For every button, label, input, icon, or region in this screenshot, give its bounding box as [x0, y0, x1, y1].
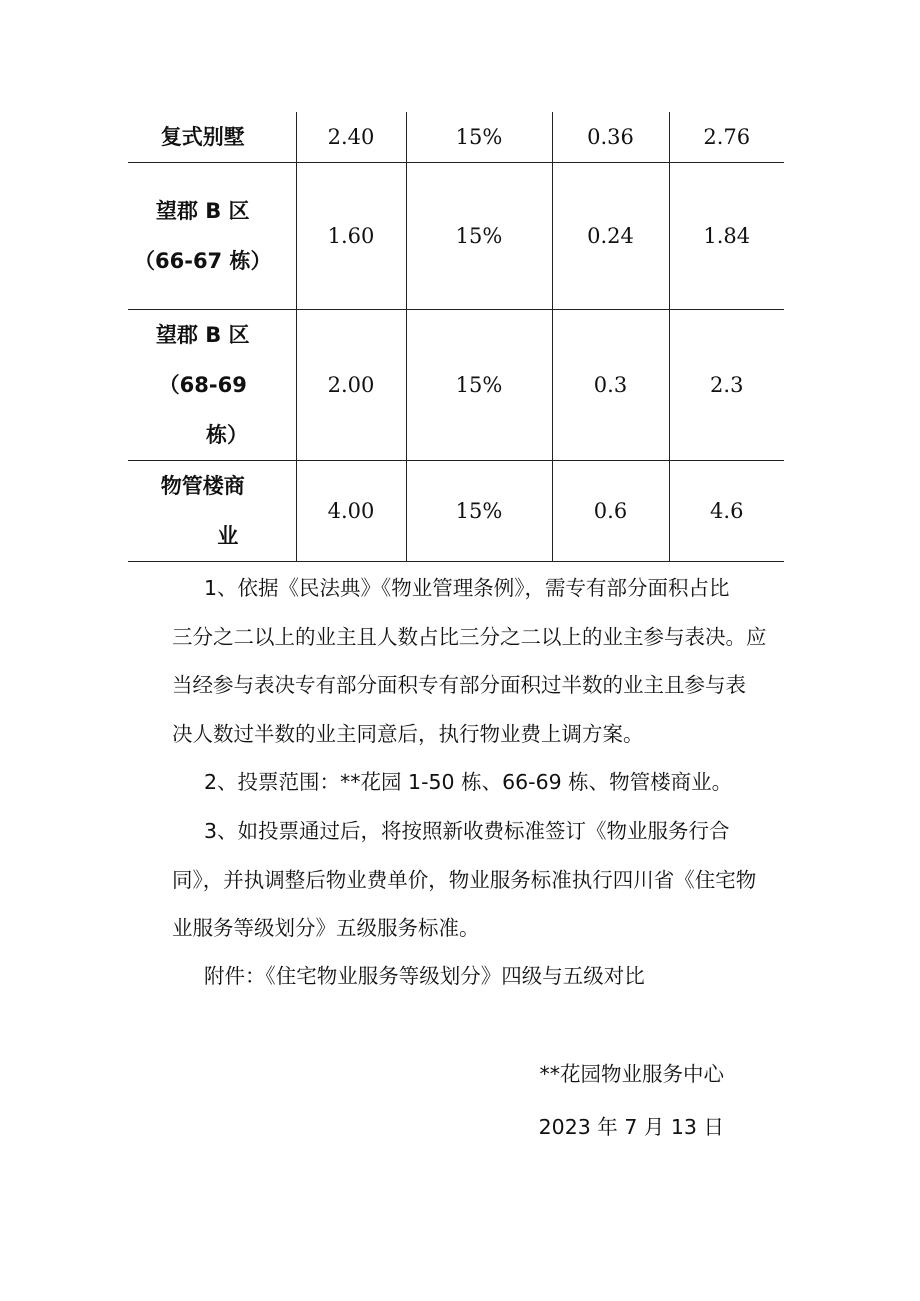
paragraph-line: 当经参与表决专有部分面积专有部分面积过半数的业主且参与表: [172, 673, 746, 697]
paragraph-line: 业服务等级划分》五级服务标准。: [172, 916, 480, 940]
paragraph-line: 2、投票范围：**花园 1-50 栋、66-69 栋、物管楼商业。: [204, 770, 733, 794]
table-row: [128, 163, 784, 310]
paragraph-line: 同》，并执调整后物业费单价，物业服务标准执行四川省《住宅物: [172, 867, 757, 892]
increase-amount-cell: 0.3: [552, 310, 669, 461]
increase-amount-cell: 0.6: [552, 461, 669, 562]
row-name: [128, 112, 296, 163]
paragraph-line: 1、依据《民法典》《物业管理条例》，需专有部分面积占比: [204, 576, 730, 600]
increase-rate-cell: 15%: [406, 163, 552, 310]
paragraph-line: 三分之二以上的业主且人数占比三分之二以上的业主参与表决。应: [172, 624, 767, 649]
increase-amount-cell: 0.24: [552, 163, 669, 310]
row-name-line: （66-67 栋）: [134, 249, 272, 273]
table-row: [128, 461, 784, 562]
row-name-line: 望郡 B 区: [155, 199, 250, 223]
row-name-line: （68-69: [158, 373, 247, 397]
row-name: [128, 163, 296, 310]
row-name-line: 栋）: [206, 423, 248, 447]
table-row: [128, 112, 784, 163]
paragraph-line: 附件：《住宅物业服务等级划分》四级与五级对比: [204, 964, 645, 988]
paragraph-contract: [172, 807, 792, 953]
paragraph-line: 决人数过半数的业主同意后，执行物业费上调方案。: [172, 721, 644, 746]
row-name-line: 业: [217, 524, 239, 548]
signature-date: 2023 年 7 月 13 日: [538, 1115, 724, 1139]
new-fee-cell: 1.84: [669, 163, 784, 310]
paragraph-voting-rules: [172, 564, 792, 758]
row-name: [128, 461, 296, 562]
row-name: [128, 310, 296, 461]
increase-amount-cell: 0.36: [552, 112, 669, 163]
new-fee-cell: 2.3: [669, 310, 784, 461]
increase-rate-cell: 15%: [406, 461, 552, 562]
row-name-line: 物管楼商: [160, 474, 245, 498]
row-name-line: 复式别墅: [160, 125, 245, 149]
base-fee-cell: 2.40: [296, 112, 406, 163]
base-fee-cell: 2.00: [296, 310, 406, 461]
base-fee-cell: 1.60: [296, 163, 406, 310]
paragraph-attachment: [172, 952, 792, 1001]
increase-rate-cell: 15%: [406, 310, 552, 461]
row-name-line: 望郡 B 区: [155, 323, 250, 347]
base-fee-cell: 4.00: [296, 461, 406, 562]
table-row: [128, 310, 784, 461]
paragraph-voting-scope: [172, 758, 792, 807]
new-fee-cell: 4.6: [669, 461, 784, 562]
paragraph-line: 3、如投票通过后，将按照新收费标准签订《物业服务行合: [204, 819, 730, 843]
new-fee-cell: 2.76: [669, 112, 784, 163]
increase-rate-cell: 15%: [406, 112, 552, 163]
fee-table: [128, 112, 784, 562]
signature-org: **花园物业服务中心: [539, 1062, 724, 1086]
